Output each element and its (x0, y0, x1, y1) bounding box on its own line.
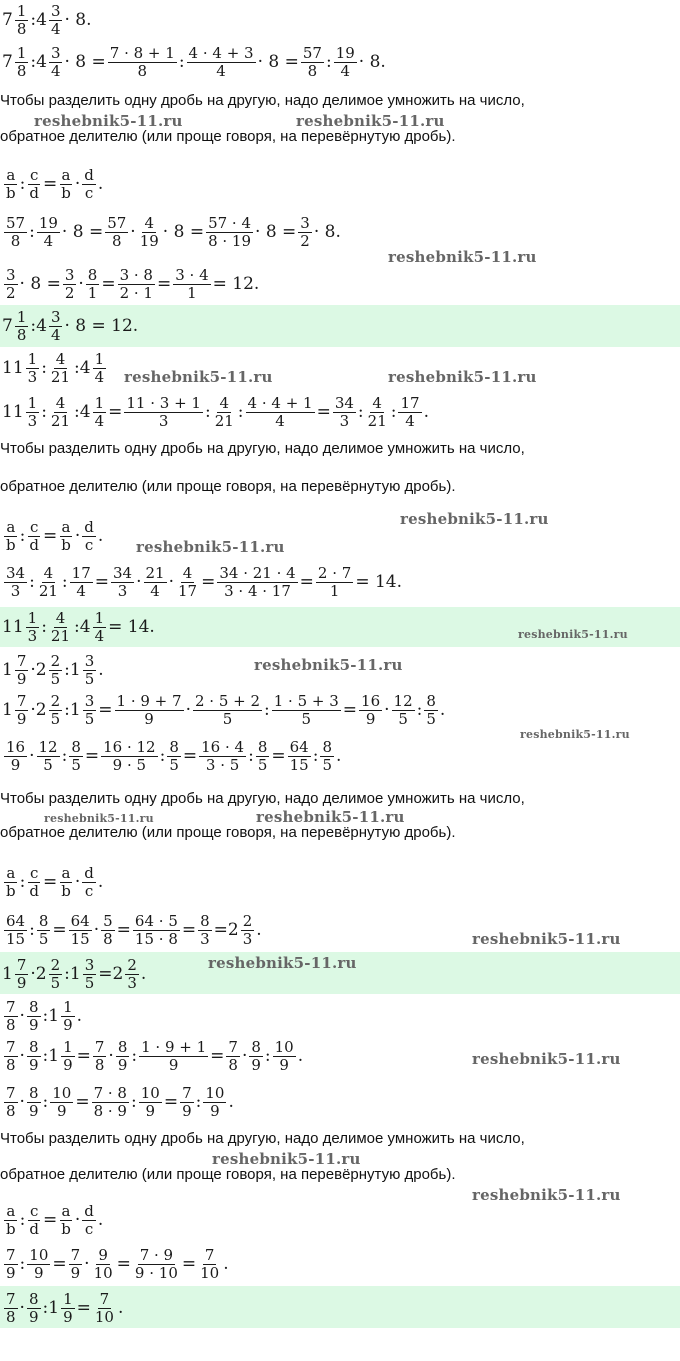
problem-4-step-1: $\frac{7}{8}$ · $\frac{8}{9}$ : $\frac{10}{9}$ = $\frac{7 \cdot 8}{8 \cdot 9}$ : $\frac{10}{9}$ = $\frac{7}{9}$ : $\frac{10}{9}$ . (6, 1083, 234, 1120)
problem-2-convert: 11 $\frac{1}{3}$ : $\frac{4}{21}$ : 4 $\frac{1}{4}$ = $\frac{11 \cdot 3 + 1}{3}$ : $\frac{4}{21}$ : $\frac{4 \cdot 4 + 1}{4}$ = $\frac{34}{3}$ : $\frac{4}{21}$ : $\frac{17}{4}$ . (2, 393, 429, 430)
watermark: reshebnik5-11.ru (296, 112, 445, 130)
rule-text-line2: обратное делителю (или проще говоря, на перевёрнутую дробь). (0, 478, 456, 495)
general-rule: $\frac{a}{b}$ : $\frac{c}{d}$ = $\frac{a}{b}$ · $\frac{d}{c}$ . (6, 863, 104, 900)
watermark: reshebnik5-11.ru (124, 368, 273, 386)
problem-1-convert: 7 $\frac{1}{8}$ : 4 $\frac{3}{4}$ · 8 = $\frac{7 \cdot 8 + 1}{8}$ : $\frac{4 \cdot 4 + 3}{4}$ · 8 = $\frac{57}{8}$ : $\frac{19}{4}$ · 8. (2, 43, 386, 80)
watermark: reshebnik5-11.ru (136, 538, 285, 556)
general-rule: $\frac{a}{b}$ : $\frac{c}{d}$ = $\frac{a}{b}$ · $\frac{d}{c}$ . (6, 1201, 104, 1238)
rule-text-line1: Чтобы разделить одну дробь на другую, надо делимое умножить на число, (0, 92, 525, 109)
watermark: reshebnik5-11.ru (254, 656, 403, 674)
problem-3-statement: 1 $\frac{7}{9}$ · 2 $\frac{2}{5}$ : 1 $\frac{3}{5}$ . (2, 651, 104, 688)
rule-text-line2: обратное делителю (или проще говоря, на перевёрнутую дробь). (0, 824, 456, 841)
watermark: reshebnik5-11.ru (472, 930, 621, 948)
problem-3-step-2: $\frac{64}{15}$ : $\frac{8}{5}$ = $\frac{64}{15}$ · $\frac{5}{8}$ = $\frac{64 \cdot 5}{15 \cdot 8}$ = $\frac{8}{3}$ = 2 $\frac{2}{3}$ . (6, 911, 262, 948)
problem-1-answer: 7 $\frac{1}{8}$ : 4 $\frac{3}{4}$ · 8 = 12. (2, 307, 139, 344)
rule-text-line2: обратное делителю (или проще говоря, на перевёрнутую дробь). (0, 1166, 456, 1183)
watermark: reshebnik5-11.ru (34, 112, 183, 130)
watermark: reshebnik5-11.ru (388, 248, 537, 266)
watermark: reshebnik5-11.ru (518, 628, 628, 641)
problem-4-answer: $\frac{7}{8}$ · $\frac{8}{9}$ : 1 $\frac{1}{9}$ = $\frac{7}{10}$ . (6, 1289, 124, 1326)
watermark: reshebnik5-11.ru (472, 1186, 621, 1204)
watermark: reshebnik5-11.ru (256, 808, 405, 826)
problem-2-answer: 11 $\frac{1}{3}$ : $\frac{4}{21}$ : 4 $\frac{1}{4}$ = 14. (2, 608, 155, 645)
problem-3-step-1: $\frac{16}{9}$ · $\frac{12}{5}$ : $\frac{8}{5}$ = $\frac{16 \cdot 12}{9 \cdot 5}$ : $\frac{8}{5}$ = $\frac{16 \cdot 4}{3 \cdot 5}$ : $\frac{8}{5}$ = $\frac{64}{15}$ : $\frac{8}{5}$ . (6, 737, 342, 774)
rule-text-line1: Чтобы разделить одну дробь на другую, надо делимое умножить на число, (0, 790, 525, 807)
rule-text-line1: Чтобы разделить одну дробь на другую, надо делимое умножить на число, (0, 440, 525, 457)
problem-1-step-1: $\frac{57}{8}$ : $\frac{19}{4}$ · 8 = $\frac{57}{8}$ · $\frac{4}{19}$ · 8 = $\frac{57 \cdot 4}{8 \cdot 19}$ · 8 = $\frac{3}{2}$ · 8. (6, 213, 341, 250)
watermark: reshebnik5-11.ru (44, 812, 154, 825)
problem-2-statement: 11 $\frac{1}{3}$ : $\frac{4}{21}$ : 4 $\frac{1}{4}$ (2, 349, 105, 386)
problem-3-answer: 1 $\frac{7}{9}$ · 2 $\frac{2}{5}$ : 1 $\frac{3}{5}$ = 2 $\frac{2}{3}$ . (2, 955, 147, 992)
general-rule: $\frac{a}{b}$ : $\frac{c}{d}$ = $\frac{a}{b}$ · $\frac{d}{c}$ . (6, 165, 104, 202)
watermark: reshebnik5-11.ru (520, 728, 630, 741)
problem-2-step-1: $\frac{34}{3}$ : $\frac{4}{21}$ : $\frac{17}{4}$ = $\frac{34}{3}$ · $\frac{21}{4}$ · $\frac{4}{17}$ = $\frac{34 \cdot 21 \cdot 4}{3 \cdot 4 \cdot 17}$ = $\frac{2 \cdot 7}{1}$ = 14. (6, 563, 403, 600)
watermark: reshebnik5-11.ru (472, 1050, 621, 1068)
rule-text-line1: Чтобы разделить одну дробь на другую, надо делимое умножить на число, (0, 1130, 525, 1147)
problem-1-step-2: $\frac{3}{2}$ · 8 = $\frac{3}{2}$ · $\frac{8}{1}$ = $\frac{3 \cdot 8}{2 \cdot 1}$ = $\frac{3 \cdot 4}{1}$ = 12. (6, 265, 260, 302)
rule-text-line2: обратное делителю (или проще говоря, на перевёрнутую дробь). (0, 128, 456, 145)
watermark: reshebnik5-11.ru (208, 954, 357, 972)
watermark: reshebnik5-11.ru (212, 1150, 361, 1168)
problem-3-convert: 1 $\frac{7}{9}$ · 2 $\frac{2}{5}$ : 1 $\frac{3}{5}$ = $\frac{1 \cdot 9 + 7}{9}$ · $\frac{2 \cdot 5 + 2}{5}$ : $\frac{1 \cdot 5 + 3}{5}$ = $\frac{16}{9}$ · $\frac{12}{5}$ : $\frac{8}{5}$ . (2, 691, 446, 728)
problem-4-step-2: $\frac{7}{9}$ : $\frac{10}{9}$ = $\frac{7}{9}$ · $\frac{9}{10}$ = $\frac{7 \cdot 9}{9 \cdot 10}$ = $\frac{7}{10}$ . (6, 1245, 229, 1282)
problem-1-statement: 7 $\frac{1}{8}$ : 4 $\frac{3}{4}$ · 8. (2, 1, 92, 38)
watermark: reshebnik5-11.ru (400, 510, 549, 528)
watermark: reshebnik5-11.ru (388, 368, 537, 386)
problem-4-statement: $\frac{7}{8}$ · $\frac{8}{9}$ : 1 $\frac{1}{9}$ . (6, 997, 83, 1034)
problem-4-convert: $\frac{7}{8}$ · $\frac{8}{9}$ : 1 $\frac{1}{9}$ = $\frac{7}{8}$ · $\frac{8}{9}$ : $\frac{1 \cdot 9 + 1}{9}$ = $\frac{7}{8}$ · $\frac{8}{9}$ : $\frac{10}{9}$ . (6, 1037, 304, 1074)
general-rule: $\frac{a}{b}$ : $\frac{c}{d}$ = $\frac{a}{b}$ · $\frac{d}{c}$ . (6, 517, 104, 554)
